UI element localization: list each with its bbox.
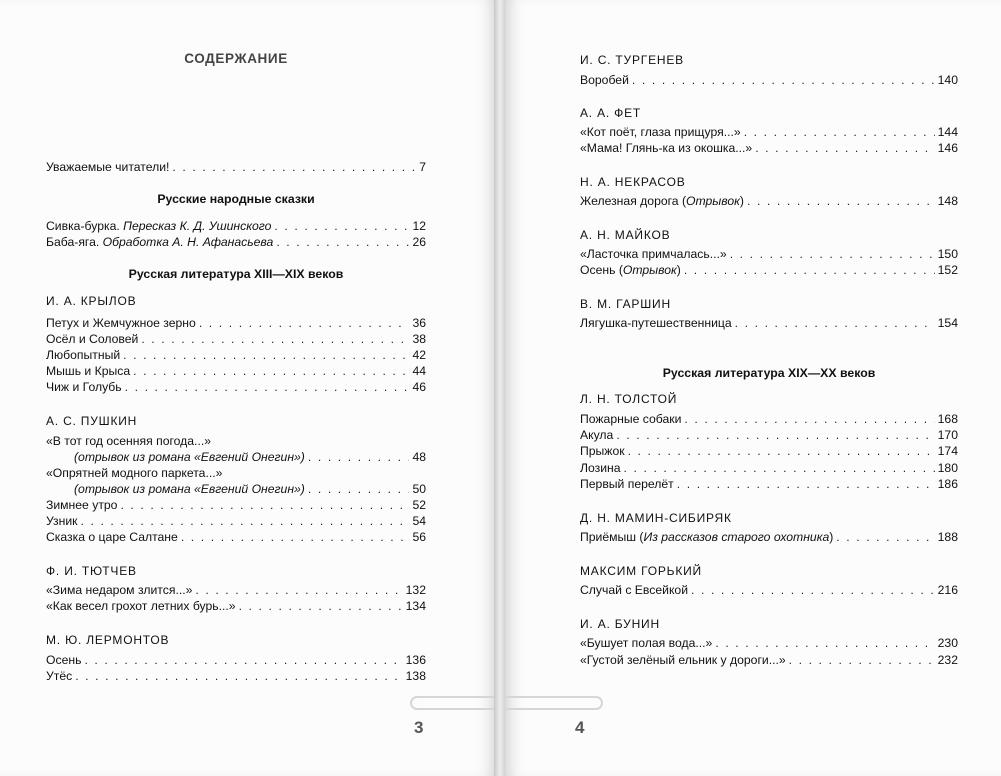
entry-title: «Зима недаром злится...»: [46, 583, 193, 597]
leader-dots: [789, 653, 935, 667]
entry-title: «В тот год осенняя погода...»: [46, 434, 211, 448]
entry-title-italic: Отрывок: [686, 194, 740, 208]
page-number: 3: [414, 718, 424, 737]
leader-dots: [632, 73, 935, 87]
toc-entry[interactable]: [580, 125, 958, 141]
entry-page: 186: [937, 477, 958, 491]
toc-entry[interactable]: [46, 348, 426, 364]
entry-title: Уважаемые читатели!: [46, 160, 170, 174]
author-name: М. Ю. ЛЕРМОНТОВ: [46, 633, 170, 647]
entry-title-text: Железная дорога (: [580, 194, 687, 208]
entry-page: 136: [405, 653, 426, 667]
leader-dots: [747, 194, 935, 208]
leader-dots: [691, 583, 935, 597]
entry-page: 42: [412, 348, 426, 362]
entry-page: 150: [937, 247, 958, 261]
entry-subtitle: (отрывок из романа «Евгений Онегин»): [74, 450, 305, 464]
leader-dots: [133, 364, 409, 378]
toc-entry[interactable]: [580, 247, 958, 263]
entry-title-close: ): [676, 263, 681, 277]
section-heading: Русские народные сказки: [157, 192, 315, 206]
leader-dots: [84, 653, 402, 667]
entry-subtitle: (отрывок из романа «Евгений Онегин»): [74, 482, 305, 496]
page-number-rule: [410, 696, 498, 710]
entry-title: Зимнее утро: [46, 498, 118, 512]
toc-entry[interactable]: [46, 669, 426, 685]
entry-title-italic: Пересказ К. Д. Ушинского: [123, 219, 272, 233]
entry-page: 56: [412, 530, 426, 544]
entry-page: 54: [412, 514, 426, 528]
toc-entry-line: [46, 434, 426, 450]
entry-page: 180: [937, 461, 958, 475]
leader-dots: [684, 263, 935, 277]
author-name: Л. Н. ТОЛСТОЙ: [580, 392, 678, 406]
entry-page: 48: [412, 450, 426, 464]
entry-title: «Кот поёт, глаза прищуря...»: [580, 125, 741, 139]
right-page: [505, 0, 1001, 776]
toc-entry[interactable]: [46, 599, 426, 615]
leader-dots: [123, 348, 409, 362]
leader-dots: [744, 125, 935, 139]
toc-entry[interactable]: [46, 364, 426, 380]
toc-entry[interactable]: [46, 514, 426, 530]
entry-page: 134: [405, 599, 426, 613]
entry-title: Утёс: [46, 669, 73, 683]
toc-entry[interactable]: [46, 332, 426, 348]
leader-dots: [81, 514, 410, 528]
entry-title: Узник: [46, 514, 78, 528]
entry-title-close: ): [739, 194, 744, 208]
leader-dots: [715, 636, 934, 650]
entry-title: Первый перелёт: [580, 477, 674, 491]
entry-page: 154: [937, 316, 958, 330]
entry-title: Случай с Евсейкой: [580, 583, 689, 597]
entry-page: 174: [937, 444, 958, 458]
entry-title-italic: Обработка А. Н. Афанасьева: [102, 235, 274, 249]
author-name: Н. А. НЕКРАСОВ: [580, 175, 686, 189]
entry-title: Лягушка-путешественница: [580, 316, 732, 330]
entry-title: «Опрятней модного паркета...»: [46, 466, 223, 480]
entry-title: Пожарные собаки: [580, 412, 682, 426]
entry-page: 232: [937, 653, 958, 667]
toc-entry[interactable]: [46, 316, 426, 332]
toc-entry[interactable]: [46, 530, 426, 546]
entry-title: [46, 219, 271, 233]
entry-title-text: Сивка-бурка.: [46, 219, 124, 233]
leader-dots: [308, 482, 410, 496]
entry-page: 140: [937, 73, 958, 87]
toc-entry[interactable]: [580, 653, 958, 669]
toc-entry[interactable]: [580, 73, 958, 89]
toc-entry[interactable]: [580, 477, 958, 493]
toc-entry[interactable]: [46, 380, 426, 396]
author-name: А. Н. МАЙКОВ: [580, 228, 671, 242]
author-name: МАКСИМ ГОРЬКИЙ: [580, 564, 702, 578]
entry-title: Осёл и Соловей: [46, 332, 139, 346]
entry-title-text: Баба-яга.: [46, 235, 103, 249]
entry-title-close: ): [829, 530, 834, 544]
leader-dots: [836, 530, 934, 544]
entry-title: [580, 194, 744, 208]
leader-dots: [276, 235, 409, 249]
leader-dots: [308, 450, 410, 464]
entry-page: 38: [412, 332, 426, 346]
toc-entry[interactable]: [580, 444, 958, 460]
toc-entry[interactable]: [580, 412, 958, 428]
entry-page: 152: [937, 263, 958, 277]
entry-title: «Мама! Глянь-ка из окошка...»: [580, 141, 753, 155]
leader-dots: [75, 669, 402, 683]
left-page: [0, 0, 496, 776]
entry-page: 36: [412, 316, 426, 330]
toc-entry[interactable]: [46, 219, 426, 235]
entry-page: 46: [412, 380, 426, 394]
page-number: 4: [575, 718, 585, 737]
entry-page: 146: [937, 141, 958, 155]
toc-entry[interactable]: [580, 583, 958, 599]
leader-dots: [239, 599, 403, 613]
leader-dots: [684, 412, 934, 426]
entry-title: «Как весел грохот летних бурь...»: [46, 599, 236, 613]
entry-page: 44: [412, 364, 426, 378]
entry-title: Сказка о царе Салтане: [46, 530, 178, 544]
entry-page: 216: [937, 583, 958, 597]
toc-entry[interactable]: [46, 498, 426, 514]
leader-dots: [624, 461, 935, 475]
entry-title: [580, 530, 833, 544]
entry-title: [580, 263, 681, 277]
entry-page: 132: [405, 583, 426, 597]
entry-page: 188: [937, 530, 958, 544]
author-name: Ф. И. ТЮТЧЕВ: [46, 564, 137, 578]
entry-title-italic: Из рассказов старого охотника: [643, 530, 830, 544]
author-name: В. М. ГАРШИН: [580, 297, 671, 311]
entry-page: 144: [937, 125, 958, 139]
entry-title: [46, 235, 273, 249]
leader-dots: [628, 444, 935, 458]
leader-dots: [677, 477, 935, 491]
entry-page: 138: [405, 669, 426, 683]
entry-page: 50: [412, 482, 426, 496]
entry-title: Чиж и Голубь: [46, 380, 122, 394]
entry-page: 148: [937, 194, 958, 208]
leader-dots: [181, 530, 410, 544]
toc-entry[interactable]: [46, 235, 426, 251]
leader-dots: [199, 316, 410, 330]
entry-title: «Ласточка примчалась...»: [580, 247, 727, 261]
author-name: И. А. КРЫЛОВ: [46, 294, 137, 308]
entry-title-text: Осень (: [580, 263, 623, 277]
leader-dots: [125, 380, 410, 394]
entry-title-text: Приёмыш (: [580, 530, 644, 544]
toc-entry[interactable]: [580, 530, 958, 546]
toc-entry[interactable]: [580, 316, 958, 332]
toc-entry[interactable]: [580, 428, 958, 444]
toc-entry[interactable]: [46, 450, 426, 466]
author-name: А. А. ФЕТ: [580, 106, 642, 120]
entry-title: Петух и Жемчужное зерно: [46, 316, 196, 330]
toc-entry[interactable]: [46, 160, 426, 176]
leader-dots: [141, 332, 409, 346]
entry-title: Прыжок: [580, 444, 625, 458]
entry-page: 26: [412, 235, 426, 249]
toc-entry[interactable]: [580, 636, 958, 652]
entry-title: Лозина: [580, 461, 621, 475]
entry-title: «Бушует полая вода...»: [580, 636, 713, 650]
page-number-rule: [505, 696, 603, 710]
entry-page: 230: [937, 636, 958, 650]
entry-title: Любопытный: [46, 348, 121, 362]
entry-title-italic: Отрывок: [622, 263, 677, 277]
author-name: А. С. ПУШКИН: [46, 414, 138, 428]
leader-dots: [616, 428, 934, 442]
entry-page: 52: [412, 498, 426, 512]
toc-entry-line: [46, 466, 426, 482]
toc-entry[interactable]: [580, 461, 958, 477]
toc-entry[interactable]: [46, 653, 426, 669]
leader-dots: [274, 219, 409, 233]
leader-dots: [755, 141, 934, 155]
toc-title: СОДЕРЖАНИЕ: [184, 51, 288, 66]
entry-page: 168: [937, 412, 958, 426]
section-heading: Русская литература XIII—XIX веков: [128, 267, 344, 281]
leader-dots: [730, 247, 935, 261]
entry-title: Осень: [46, 653, 82, 667]
leader-dots: [735, 316, 935, 330]
entry-title: Акула: [580, 428, 614, 442]
author-name: И. А. БУНИН: [580, 617, 660, 631]
author-name: Д. Н. МАМИН-СИБИРЯК: [580, 511, 732, 525]
leader-dots: [172, 160, 416, 174]
entry-page: 12: [412, 219, 426, 233]
toc-entry[interactable]: [46, 482, 426, 498]
entry-title: Воробей: [580, 73, 629, 87]
toc-entry[interactable]: [46, 583, 426, 599]
entry-page: 7: [419, 160, 426, 174]
leader-dots: [120, 498, 409, 512]
entry-title: Мышь и Крыса: [46, 364, 131, 378]
entry-title: «Густой зелёный ельник у дороги...»: [580, 653, 786, 667]
section-heading: Русская литература XIX—XX веков: [662, 366, 876, 380]
toc-entry[interactable]: [580, 141, 958, 157]
entry-page: 170: [937, 428, 958, 442]
toc-entry[interactable]: [580, 194, 958, 210]
toc-entry[interactable]: [580, 263, 958, 279]
leader-dots: [195, 583, 402, 597]
author-name: И. С. ТУРГЕНЕВ: [580, 53, 684, 67]
